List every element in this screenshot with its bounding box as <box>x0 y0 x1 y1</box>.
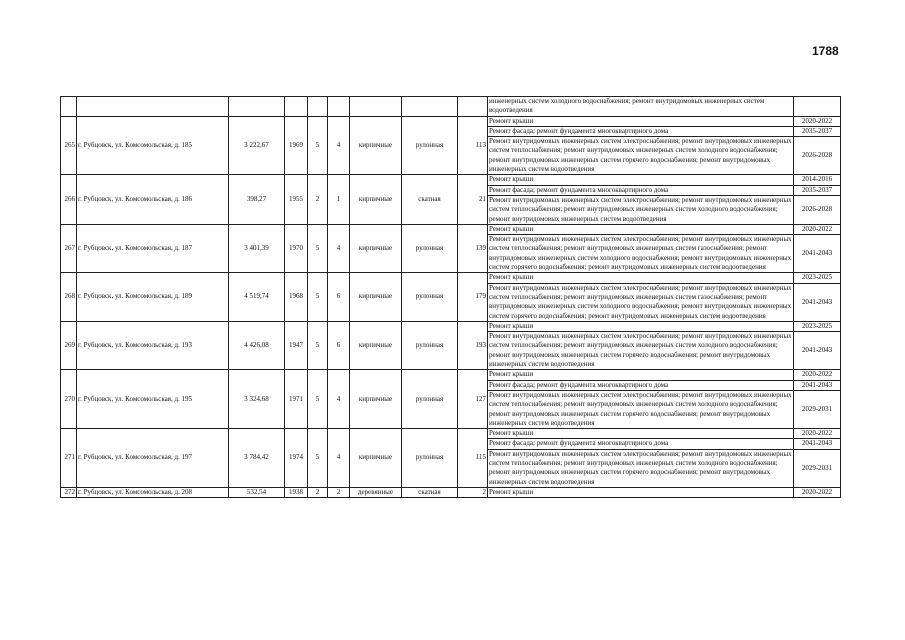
cell-num: 270 <box>61 370 77 429</box>
cell-num: 266 <box>61 175 77 224</box>
cell-work: Ремонт фасада; ремонт фундамента многоквартирного дома <box>488 126 794 136</box>
cell-roof: рулонная <box>402 370 458 429</box>
cell-walls: кирпичные <box>350 175 402 224</box>
cell-address: г. Рубцовск, ул. Комсомольская, д. 185 <box>77 116 229 175</box>
cell-area: 3 222,67 <box>229 116 285 175</box>
cell-period: 2035-2037 <box>794 126 841 136</box>
cell-walls: кирпичные <box>350 370 402 429</box>
cell-period: 2023-2025 <box>794 321 841 331</box>
cell-period: 2020-2022 <box>794 116 841 126</box>
cell-period: 2026-2028 <box>794 137 841 175</box>
cell-floors: 5 <box>308 116 328 175</box>
cell-num: 268 <box>61 273 77 321</box>
cell-period: 2029-2031 <box>794 449 841 487</box>
cell-address: г. Рубцовск, ул. Комсомольская, д. 197 <box>77 429 229 488</box>
cell-address: г. Рубцовск, ул. Комсомольская, д. 193 <box>77 321 229 369</box>
cell-address: г. Рубцовск, ул. Комсомольская, д. 195 <box>77 370 229 429</box>
table-row <box>61 273 841 283</box>
cell-roof: скатная <box>402 175 458 224</box>
cell-address: г. Рубцовск, ул. Комсомольская, д. 208 <box>77 487 229 497</box>
cell-work: Ремонт крыши <box>488 321 794 331</box>
cell-walls: кирпичные <box>350 224 402 272</box>
cell-walls: кирпичные <box>350 429 402 488</box>
cell-floors: 2 <box>308 487 328 497</box>
table-row <box>61 116 841 126</box>
cell-flats <box>458 97 488 117</box>
cell-period: 2041-2043 <box>794 283 841 321</box>
cell-work: Ремонт внутридомовых инженерных систем электроснабжения; ремонт внутридомовых инженерных систем теплоснабжения; ремонт внутридомовых инженерных систем холодного водоснабжения; ремонт внутридомовых инженерных систем горячего водоснабжения; ремонт внутридомовых инженерных систем водоотведения <box>489 449 792 486</box>
cell-year: 1938 <box>285 487 308 497</box>
capital-repair-table <box>60 96 841 498</box>
cell-year: 1970 <box>285 224 308 272</box>
cell-roof: рулонная <box>402 321 458 369</box>
cell-walls: кирпичные <box>350 273 402 321</box>
cell-work: Ремонт внутридомовых инженерных систем электроснабжения; ремонт внутридомовых инженерных систем теплоснабжения; ремонт внутридомовых инженерных систем газоснабжения; ремонт внутридомовых инженерных систем холодного водоснабжения; ремонт внутридомовых инженерных систем горячего водоснабжения; ремонт внутридомовых инженерных систем водоотведения <box>489 235 792 272</box>
cell-area: 3 784,42 <box>229 429 285 488</box>
cell-work: Ремонт крыши <box>488 116 794 126</box>
cell-year: 1968 <box>285 273 308 321</box>
cell-work: Ремонт крыши <box>488 429 794 439</box>
cell-year: 1955 <box>285 175 308 224</box>
cell-flats: 139 <box>458 224 488 272</box>
cell-work: Ремонт фасада; ремонт фундамента многоквартирного дома <box>488 439 794 449</box>
cell-roof: рулонная <box>402 273 458 321</box>
cell-num: 271 <box>61 429 77 488</box>
cell-period: 2041-2043 <box>794 235 841 273</box>
cell-entrances: 4 <box>328 429 350 488</box>
cell-period: 2029-2031 <box>794 390 841 428</box>
cell-walls <box>350 97 402 117</box>
cell-num: 265 <box>61 116 77 175</box>
cell-entrances: 6 <box>328 273 350 321</box>
cell-period: 2041-2043 <box>794 380 841 390</box>
cell-flats: 21 <box>458 175 488 224</box>
cell-address: г. Рубцовск, ул. Комсомольская, д. 187 <box>77 224 229 272</box>
cell-period: 2041-2043 <box>794 439 841 449</box>
cell-work: Ремонт внутридомовых инженерных систем электроснабжения; ремонт внутридомовых инженерных систем теплоснабжения; ремонт внутридомовых инженерных систем холодного водоснабжения; ремонт внутридомовых инженерных систем водоотведения <box>489 195 792 223</box>
cell-area: 3 324,68 <box>229 370 285 429</box>
cell-year: 1947 <box>285 321 308 369</box>
cell-flats: 2 <box>458 487 488 497</box>
cell-floors <box>308 97 328 117</box>
cell-address: г. Рубцовск, ул. Комсомольская, д. 186 <box>77 175 229 224</box>
cell-period: 2026-2028 <box>794 195 841 224</box>
cell-year <box>285 97 308 117</box>
cell-floors: 5 <box>308 321 328 369</box>
cell-roof: рулонная <box>402 224 458 272</box>
cell-period: 2035-2037 <box>794 185 841 195</box>
cell-period: 2041-2043 <box>794 332 841 370</box>
cell-area: 4 519,74 <box>229 273 285 321</box>
cell-area: 3 401,39 <box>229 224 285 272</box>
cell-work: Ремонт фасада; ремонт фундамента многоквартирного дома <box>488 380 794 390</box>
cell-entrances: 1 <box>328 175 350 224</box>
cell-walls: деревянные <box>350 487 402 497</box>
cell-work: инженерных систем холодного водоснабжения; ремонт внутридомовых инженерных систем водоотведения <box>488 97 794 117</box>
cell-walls: кирпичные <box>350 116 402 175</box>
cell-num: 269 <box>61 321 77 369</box>
cell-walls: кирпичные <box>350 321 402 369</box>
cell-floors: 2 <box>308 175 328 224</box>
cell-flats: 127 <box>458 370 488 429</box>
cell-area: 532,54 <box>229 487 285 497</box>
cell-floors: 5 <box>308 224 328 272</box>
cell-period: 2020-2022 <box>794 224 841 234</box>
cell-roof: рулонная <box>402 116 458 175</box>
cell-period: 2023-2025 <box>794 273 841 283</box>
cell-entrances: 2 <box>328 487 350 497</box>
cell-entrances: 4 <box>328 116 350 175</box>
carry-over-row <box>61 97 841 117</box>
cell-num <box>61 97 77 117</box>
cell-period: 2020-2022 <box>794 429 841 439</box>
cell-work: Ремонт внутридомовых инженерных систем электроснабжения; ремонт внутридомовых инженерных систем теплоснабжения; ремонт внутридомовых инженерных систем газоснабжения; ремонт внутридомовых инженерных систем холодного водоснабжения; ремонт внутридомовых инженерных систем горячего водоснабжения; ремонт внутридомовых инженерных систем водоотведения <box>489 283 792 320</box>
cell-roof <box>402 97 458 117</box>
cell-flats: 193 <box>458 321 488 369</box>
table-row <box>61 175 841 185</box>
cell-flats: 115 <box>458 429 488 488</box>
cell-work: Ремонт внутридомовых инженерных систем электроснабжения; ремонт внутридомовых инженерных систем теплоснабжения; ремонт внутридомовых инженерных систем холодного водоснабжения; ремонт внутридомовых инженерных систем горячего водоснабжения; ремонт внутридомовых инженерных систем водоотведения <box>489 332 792 369</box>
table-row <box>61 429 841 439</box>
cell-entrances: 4 <box>328 224 350 272</box>
cell-floors: 5 <box>308 370 328 429</box>
cell-entrances: 6 <box>328 321 350 369</box>
cell-work: Ремонт фасада; ремонт фундамента многоквартирного дома <box>488 185 794 195</box>
cell-work: Ремонт крыши <box>488 224 794 234</box>
cell-work: Ремонт крыши <box>488 370 794 380</box>
page-number: 1788 <box>812 44 839 58</box>
cell-area: 398,27 <box>229 175 285 224</box>
cell-num: 272 <box>61 487 77 497</box>
cell-work: Ремонт внутридомовых инженерных систем электроснабжения; ремонт внутридомовых инженерных систем теплоснабжения; ремонт внутридомовых инженерных систем холодного водоснабжения; ремонт внутридомовых инженерных систем горячего водоснабжения; ремонт внутридомовых инженерных систем водоотведения <box>489 390 792 427</box>
cell-num: 267 <box>61 224 77 272</box>
cell-floors: 5 <box>308 429 328 488</box>
cell-period: 2020-2022 <box>794 487 841 497</box>
cell-period: 2014-2016 <box>794 175 841 185</box>
cell-area <box>229 97 285 117</box>
cell-roof: рулонная <box>402 429 458 488</box>
table-row <box>61 487 841 497</box>
table-row <box>61 321 841 331</box>
cell-work: Ремонт крыши <box>488 175 794 185</box>
cell-work: Ремонт крыши <box>488 487 794 497</box>
table-body <box>61 97 841 498</box>
cell-address <box>77 97 229 117</box>
cell-flats: 179 <box>458 273 488 321</box>
cell-entrances <box>328 97 350 117</box>
cell-work: Ремонт крыши <box>488 273 794 283</box>
table-row <box>61 370 841 380</box>
cell-year: 1969 <box>285 116 308 175</box>
cell-work: Ремонт внутридомовых инженерных систем электроснабжения; ремонт внутридомовых инженерных систем теплоснабжения; ремонт внутридомовых инженерных систем холодного водоснабжения; ремонт внутридомовых инженерных систем горячего водоснабжения; ремонт внутридомовых инженерных систем водоотведения <box>489 137 792 174</box>
cell-area: 4 426,08 <box>229 321 285 369</box>
cell-entrances: 4 <box>328 370 350 429</box>
cell-period: 2020-2022 <box>794 370 841 380</box>
cell-roof: скатная <box>402 487 458 497</box>
cell-floors: 5 <box>308 273 328 321</box>
table-row <box>61 224 841 234</box>
cell-address: г. Рубцовск, ул. Комсомольская, д. 189 <box>77 273 229 321</box>
cell-flats: 113 <box>458 116 488 175</box>
cell-period <box>794 97 841 117</box>
cell-year: 1974 <box>285 429 308 488</box>
cell-year: 1971 <box>285 370 308 429</box>
